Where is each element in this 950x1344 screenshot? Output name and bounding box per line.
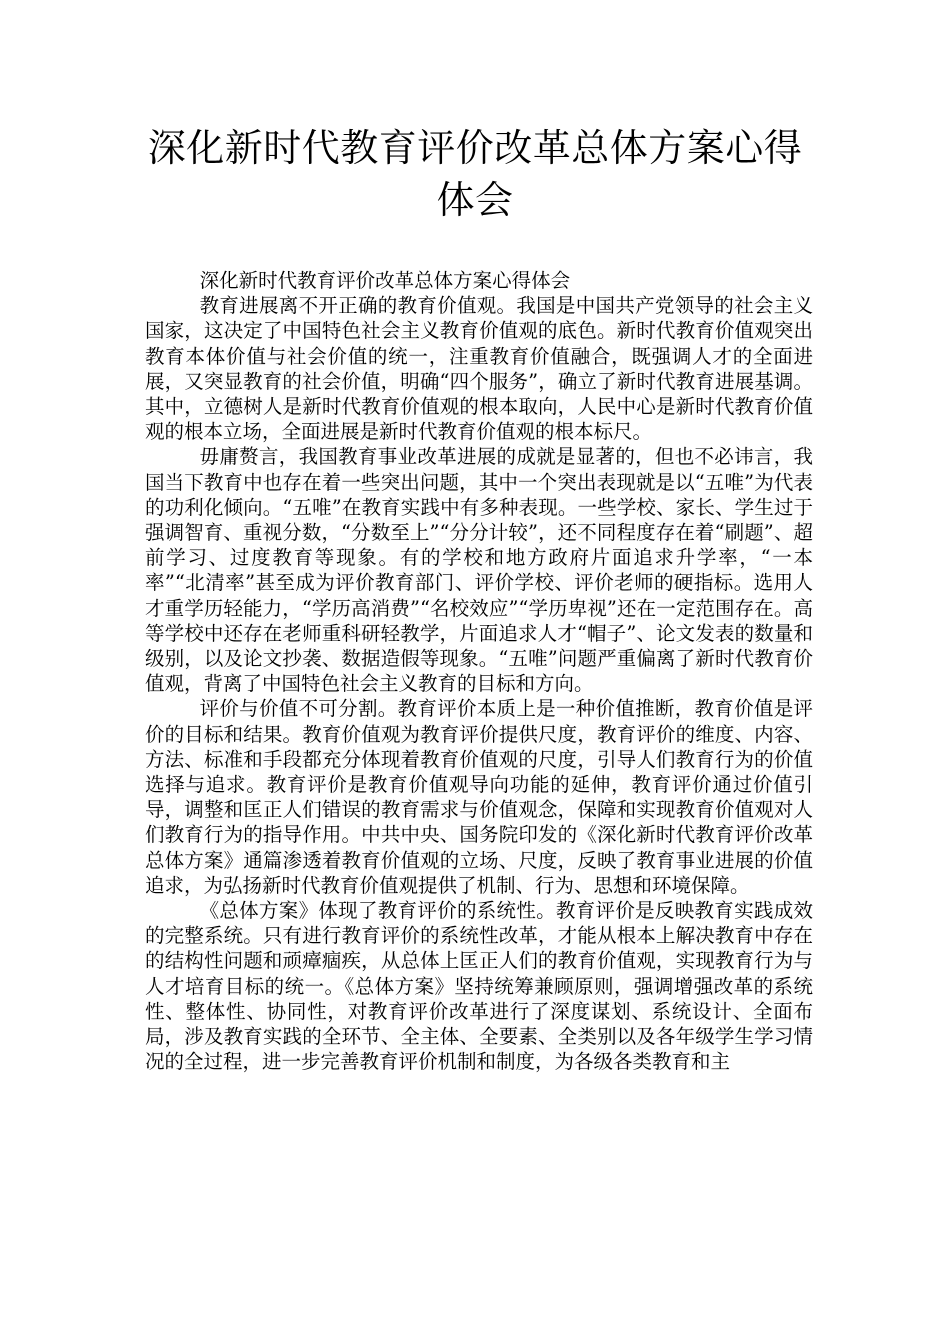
paragraph-1: 教育进展离不开正确的教育价值观。我国是中国共产党领导的社会主义国家，这决定了中国特色社会主义教育价值观的底色。新时代教育价值观突出教育本体价值与社会价值的统一，注重教育价值融合，既强调人才的全面进展，又突显教育的社会价值，明确“四个服务”，确立了新时代教育进展基调。其中，立德树人是新时代教育价值观的根本取向，人民中心是新时代教育价值观的根本立场，全面进展是新时代教育价值观的根本标尺。 bbox=[145, 294, 813, 444]
document-title: 深化新时代教育评价改革总体方案心得体会 bbox=[147, 126, 803, 222]
document-subtitle: 深化新时代教育评价改革总体方案心得体会 bbox=[199, 269, 571, 292]
paragraph-3: 评价与价值不可分割。教育评价本质上是一种价值推断，教育价值是评价的目标和结果。教育价值观为教育评价提供尺度，教育评价的维度、内容、方法、标准和手段都充分体现着教育价值观的尺度，引导人们教育行为的价值选择与追求。教育评价是教育价值观导向功能的延伸，教育评价通过价值引导，调整和匡正人们错误的教育需求与价值观念，保障和实现教育价值观对人们教育行为的指导作用。中共中央、国务院印发的《深化新时代教育评价改革总体方案》通篇渗透着教育价值观的立场、尺度，反映了教育事业进展的价值追求，为弘扬新时代教育价值观提供了机制、行为、思想和环境保障。 bbox=[145, 697, 813, 897]
paragraph-2: 毋庸赘言，我国教育事业改革进展的成就是显著的，但也不必讳言，我国当下教育中也存在着一些突出问题，其中一个突出表现就是以“五唯”为代表的功利化倾向。“五唯”在教育实践中有多种表现。一些学校、家长、学生过于强调智育、重视分数，“分数至上”“分分计较”，还不同程度存在着“刷题”、超前学习、过度教育等现象。有的学校和地方政府片面追求升学率，“一本率”“北清率”甚至成为评价教育部门、评价学校、评价老师的硬指标。选用人才重学历轻能力，“学历高消费”“名校效应”“学历卑视”还在一定范围存在。高等学校中还存在老师重科研轻教学，片面追求人才“帽子”、论文发表的数量和级别，以及论文抄袭、数据造假等现象。“五唯”问题严重偏离了新时代教育价值观，背离了中国特色社会主义教育的目标和方向。 bbox=[145, 445, 813, 696]
document-body bbox=[145, 268, 813, 1075]
paragraph-4: 《总体方案》体现了教育评价的系统性。教育评价是反映教育实践成效的完整系统。只有进行教育评价的系统性改革，才能从根本上解决教育中存在的结构性问题和顽瘴痼疾，从总体上匡正人们的教育价值观，实现教育行为与人才培育目标的统一。《总体方案》坚持统筹兼顾原则，强调增强改革的系统性、整体性、协同性，对教育评价改革进行了深度谋划、系统设计、全面布局，涉及教育实践的全环节、全主体、全要素、全类别以及各年级学生学习情况的全过程，进一步完善教育评价机制和制度，为各级各类教育和主 bbox=[145, 899, 813, 1074]
